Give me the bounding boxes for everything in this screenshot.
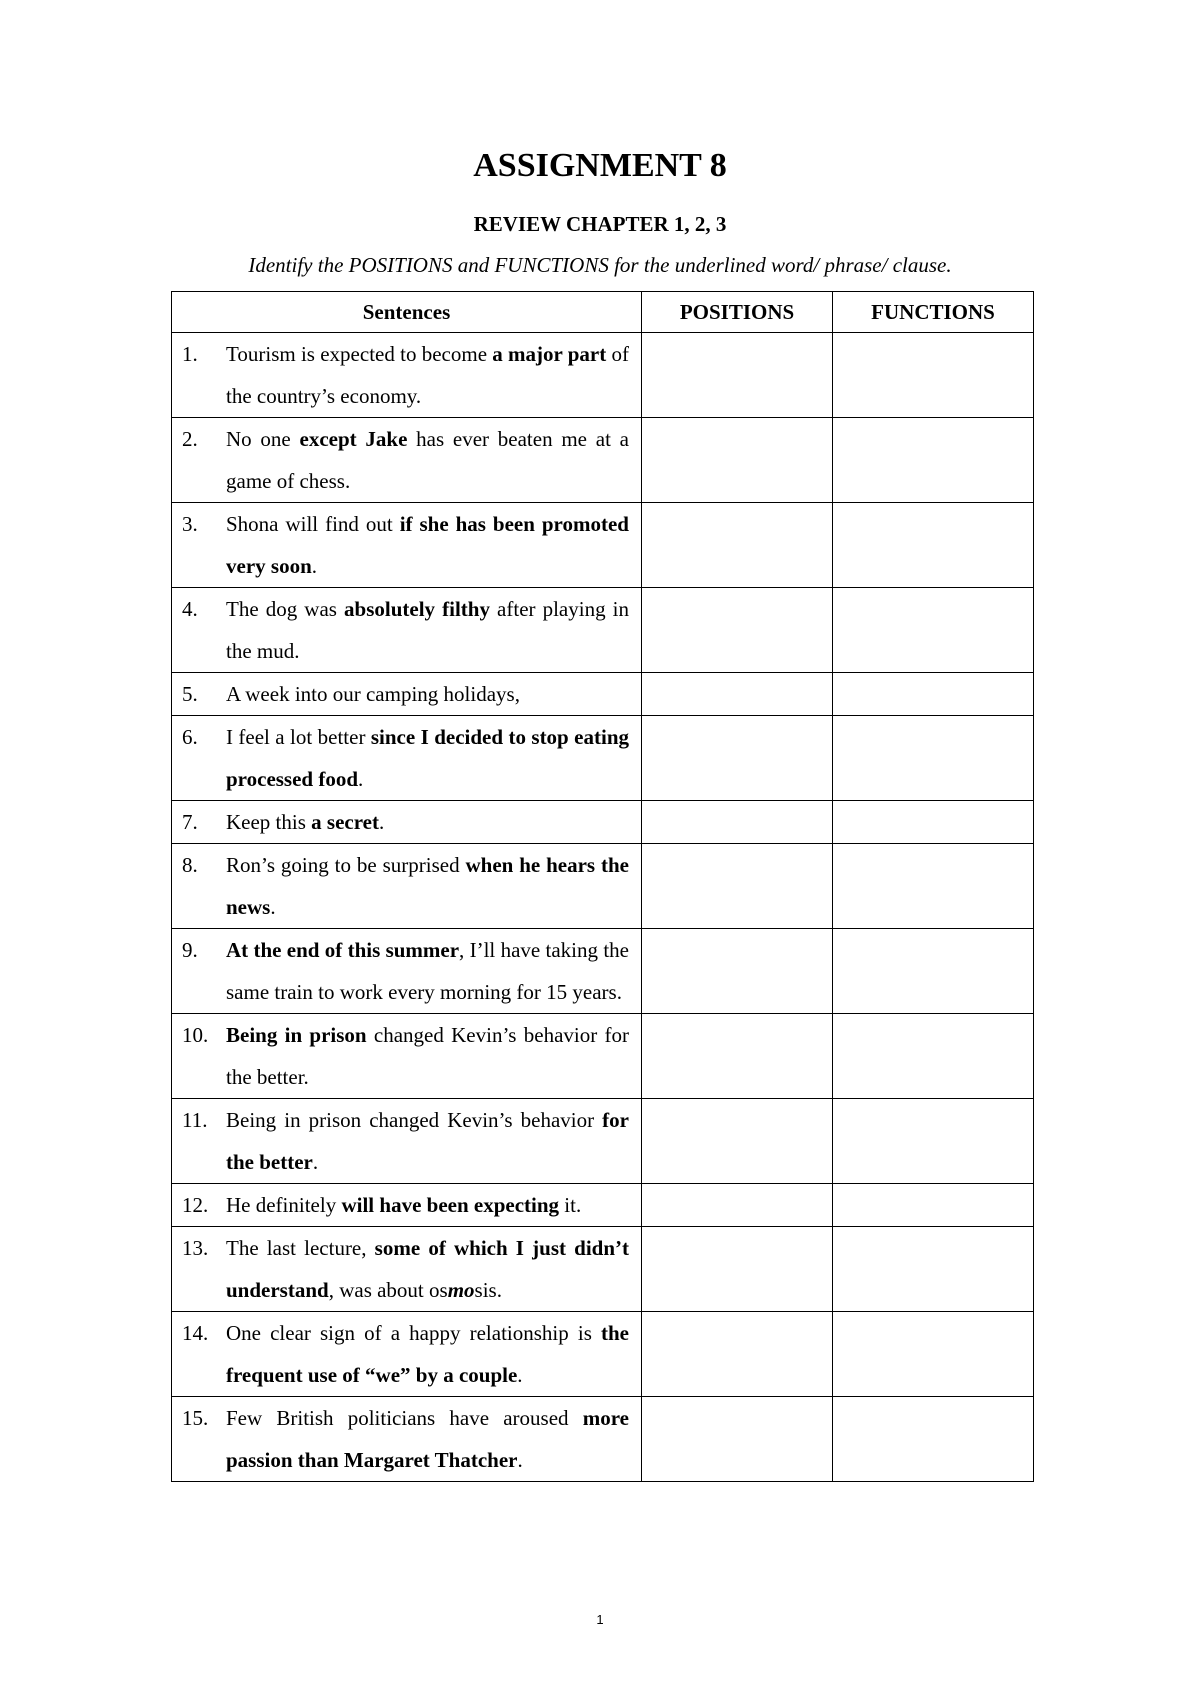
sentence-fragment: He definitely [226, 1193, 342, 1217]
positions-answer-cell[interactable] [642, 503, 833, 588]
sentence-cell [172, 1184, 642, 1227]
highlighted-phrase: if she has been promoted very soon [226, 512, 629, 578]
sentence-fragment: Keep this [226, 810, 312, 834]
highlighted-phrase: for the better [226, 1108, 629, 1174]
positions-answer-cell[interactable] [642, 801, 833, 844]
table-row [172, 333, 1034, 418]
sentence-number: 1. [182, 342, 198, 366]
highlighted-phrase: will have been expecting [341, 1193, 560, 1217]
positions-answer-cell[interactable] [642, 588, 833, 673]
highlighted-phrase: the frequent use of “we” by a couple [226, 1321, 629, 1387]
sentence-fragment: . [312, 1150, 319, 1174]
sentence-text [226, 716, 629, 800]
table-row [172, 1312, 1034, 1397]
sentence-cell [172, 1014, 642, 1099]
sentence-number: 11. [182, 1108, 208, 1132]
sentence-cell [172, 929, 642, 1014]
sentence-number: 10. [182, 1023, 209, 1047]
sentence-cell [172, 1099, 642, 1184]
table-row [172, 1227, 1034, 1312]
table-row [172, 503, 1034, 588]
positions-answer-cell[interactable] [642, 1227, 833, 1312]
sentence-fragment: Tourism is expected to become [226, 342, 493, 366]
table-row [172, 1397, 1034, 1482]
sentence-cell [172, 716, 642, 801]
sentence-cell [172, 1227, 642, 1312]
sentence-cell [172, 1312, 642, 1397]
positions-answer-cell[interactable] [642, 1099, 833, 1184]
sentence-fragment: after playing in the mud. [226, 597, 629, 663]
header-positions: POSITIONS [642, 292, 833, 333]
sentence-fragment: . [358, 767, 364, 791]
functions-answer-cell[interactable] [833, 844, 1034, 929]
table-row [172, 844, 1034, 929]
positions-answer-cell[interactable] [642, 1397, 833, 1482]
table-row [172, 1014, 1034, 1099]
functions-answer-cell[interactable] [833, 801, 1034, 844]
positions-answer-cell[interactable] [642, 1184, 833, 1227]
positions-answer-cell[interactable] [642, 673, 833, 716]
sentence-fragment: Shona will find out [226, 512, 400, 536]
table-row [172, 418, 1034, 503]
table-row [172, 1099, 1034, 1184]
sentence-fragment: . [378, 810, 385, 834]
sentence-fragment: of the country’s economy. [226, 342, 629, 408]
sentence-cell [172, 418, 642, 503]
sentence-number: 9. [182, 938, 198, 962]
functions-answer-cell[interactable] [833, 588, 1034, 673]
sentence-fragment: A week into our camping holidays, [226, 682, 520, 706]
sentence-text [226, 1397, 629, 1481]
table-row [172, 801, 1034, 844]
functions-answer-cell[interactable] [833, 716, 1034, 801]
sentence-fragment: Being in prison changed Kevin’s behavior [226, 1108, 603, 1132]
sentence-fragment: The last lecture, [226, 1236, 375, 1260]
sentence-fragment: , I’ll have taking the same train to work every morning for 15 years. [226, 938, 629, 1004]
sentence-fragment: Ron’s going to be surprised [226, 853, 466, 877]
page-subtitle: REVIEW CHAPTER 1, 2, 3 [473, 212, 727, 236]
sentence-fragment: The dog was [226, 597, 345, 621]
functions-answer-cell[interactable] [833, 1184, 1034, 1227]
sentence-number: 7. [182, 810, 198, 834]
sentence-fragment: , was about os [328, 1278, 448, 1302]
sentence-number: 12. [182, 1193, 209, 1217]
sentence-fragment: sis. [474, 1278, 502, 1302]
positions-answer-cell[interactable] [642, 333, 833, 418]
sentence-fragment: . [311, 554, 317, 578]
sentence-cell [172, 844, 642, 929]
highlighted-phrase: a major part [492, 342, 607, 366]
sentence-number: 14. [182, 1321, 209, 1345]
sentence-text [226, 1014, 629, 1098]
table-row [172, 588, 1034, 673]
sentence-number: 3. [182, 512, 198, 536]
assignment-table [171, 291, 1034, 1482]
highlighted-phrase: since I decided to stop eating processed food [226, 725, 629, 791]
sentence-cell [172, 801, 642, 844]
positions-answer-cell[interactable] [642, 1014, 833, 1099]
table-row [172, 1184, 1034, 1227]
sentence-text [226, 503, 629, 587]
highlighted-phrase: some of which I just didn’t understand [226, 1236, 629, 1302]
sentence-fragment: it. [559, 1193, 582, 1217]
sentence-number: 6. [182, 725, 198, 749]
sentence-fragment: . [270, 895, 276, 919]
sentence-fragment: has ever beaten me at a game of chess. [226, 427, 629, 493]
positions-answer-cell[interactable] [642, 929, 833, 1014]
functions-answer-cell[interactable] [833, 1312, 1034, 1397]
sentence-fragment: No one [226, 427, 300, 451]
positions-answer-cell[interactable] [642, 716, 833, 801]
sentence-text [226, 844, 629, 928]
functions-answer-cell[interactable] [833, 1099, 1034, 1184]
header-sentences: Sentences [172, 292, 642, 333]
sentence-fragment: I feel a lot better [226, 725, 371, 749]
sentence-number: 15. [182, 1406, 209, 1430]
sentence-text [226, 929, 629, 1013]
highlighted-phrase: more passion than Margaret Thatcher [226, 1406, 629, 1472]
sentence-cell [172, 588, 642, 673]
table-header-row [172, 292, 1034, 333]
page-title: ASSIGNMENT 8 [473, 147, 727, 184]
highlighted-phrase: when he hears the news [226, 853, 629, 919]
highlighted-phrase: mo [447, 1278, 475, 1302]
sentence-text [226, 1227, 629, 1311]
functions-answer-cell[interactable] [833, 929, 1034, 1014]
sentence-number: 5. [182, 682, 198, 706]
sentence-number: 4. [182, 597, 198, 621]
sentence-text [226, 1312, 629, 1396]
functions-answer-cell[interactable] [833, 1397, 1034, 1482]
page-number: 1 [596, 1612, 604, 1627]
functions-answer-cell[interactable] [833, 1014, 1034, 1099]
table-row [172, 716, 1034, 801]
sentence-number: 13. [182, 1236, 209, 1260]
sentence-fragment: . [517, 1448, 523, 1472]
header-functions: FUNCTIONS [833, 292, 1034, 333]
table-row [172, 929, 1034, 1014]
positions-answer-cell[interactable] [642, 1312, 833, 1397]
sentence-cell [172, 333, 642, 418]
positions-answer-cell[interactable] [642, 844, 833, 929]
highlighted-phrase: except Jake [299, 427, 408, 451]
highlighted-phrase: absolutely filthy [344, 597, 490, 621]
sentence-text [226, 418, 629, 502]
sentence-text [226, 588, 629, 672]
highlighted-phrase: a secret [311, 810, 379, 834]
functions-answer-cell[interactable] [833, 503, 1034, 588]
sentence-text [226, 333, 629, 417]
sentence-fragment: changed Kevin’s behavior for the better. [226, 1023, 629, 1089]
sentence-fragment: Few British politicians have aroused [226, 1406, 583, 1430]
functions-answer-cell[interactable] [833, 1227, 1034, 1312]
highlighted-phrase: At the end of this summer [226, 938, 460, 962]
sentence-fragment: . [517, 1363, 523, 1387]
functions-answer-cell[interactable] [833, 333, 1034, 418]
sentence-cell [172, 1397, 642, 1482]
instruction-text: Identify the POSITIONS and FUNCTIONS for the underlined word/ phrase/ clause. [248, 253, 952, 277]
sentence-number: 8. [182, 853, 198, 877]
highlighted-phrase: Being in prison [226, 1023, 367, 1047]
table-row [172, 673, 1034, 716]
positions-answer-cell[interactable] [642, 418, 833, 503]
sentence-text [226, 1099, 629, 1183]
sentence-cell [172, 503, 642, 588]
sentence-fragment: One clear sign of a happy relationship is [226, 1321, 601, 1345]
sentence-cell [172, 673, 642, 716]
sentence-number: 2. [182, 427, 198, 451]
sentence-text [226, 1184, 629, 1226]
sentence-text [226, 673, 629, 715]
functions-answer-cell[interactable] [833, 673, 1034, 716]
functions-answer-cell[interactable] [833, 418, 1034, 503]
sentence-text [226, 801, 629, 843]
